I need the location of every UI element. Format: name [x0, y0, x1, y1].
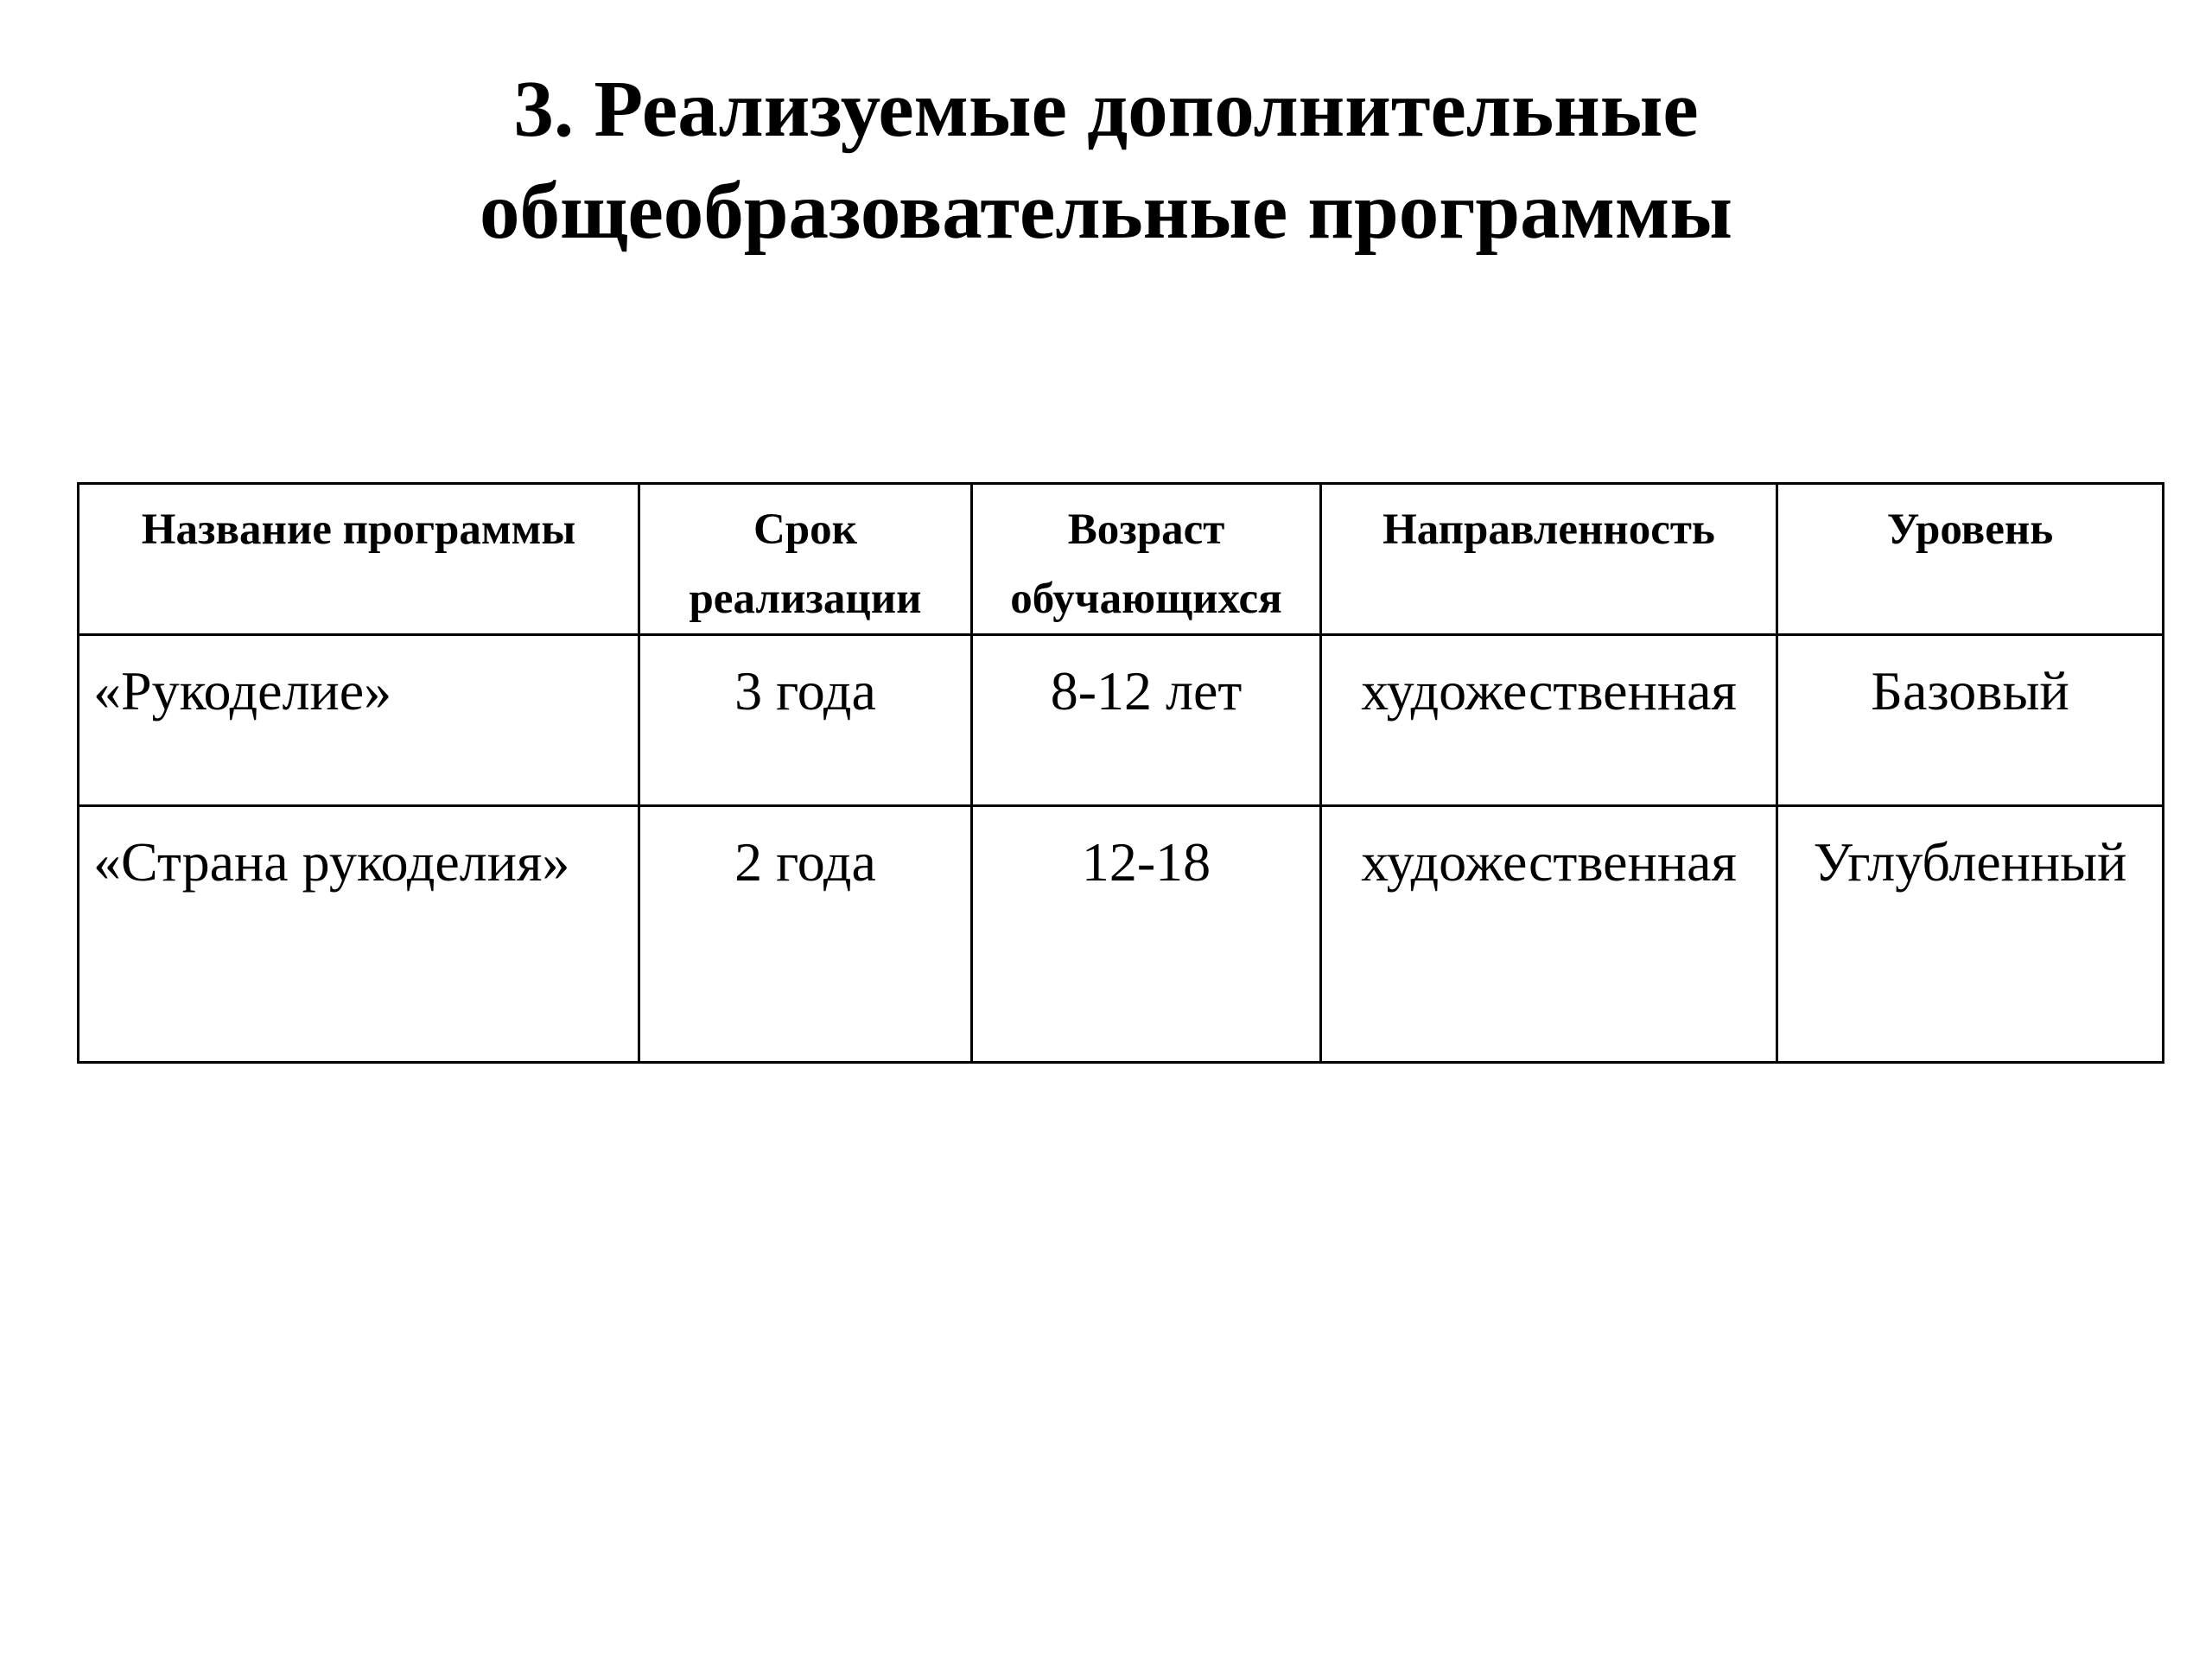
table-header-row — [79, 484, 2164, 635]
title-line-2: общеобразовательные программы — [480, 167, 1732, 256]
cell-program-name: «Страна рукоделия» — [79, 806, 639, 1063]
title-line-1: 3. Реализуемые дополнительные — [513, 65, 1699, 154]
cell-duration: 2 года — [639, 806, 972, 1063]
cell-age: 8-12 лет — [972, 635, 1321, 806]
cell-duration: 3 года — [639, 635, 972, 806]
column-header-level: Уровень — [1777, 484, 2164, 635]
cell-level: Углубленный — [1777, 806, 2164, 1063]
cell-age: 12-18 — [972, 806, 1321, 1063]
page-title — [0, 59, 2212, 263]
column-header-duration: Срок реализации — [639, 484, 972, 635]
column-header-program-name: Название программы — [79, 484, 639, 635]
cell-direction: художественная — [1321, 635, 1777, 806]
cell-level: Базовый — [1777, 635, 2164, 806]
table-row — [79, 806, 2164, 1063]
column-header-age: Возраст обучающихся — [972, 484, 1321, 635]
table-row — [79, 635, 2164, 806]
cell-program-name: «Рукоделие» — [79, 635, 639, 806]
cell-direction: художественная — [1321, 806, 1777, 1063]
column-header-direction: Направленность — [1321, 484, 1777, 635]
programs-table — [77, 482, 2164, 1064]
